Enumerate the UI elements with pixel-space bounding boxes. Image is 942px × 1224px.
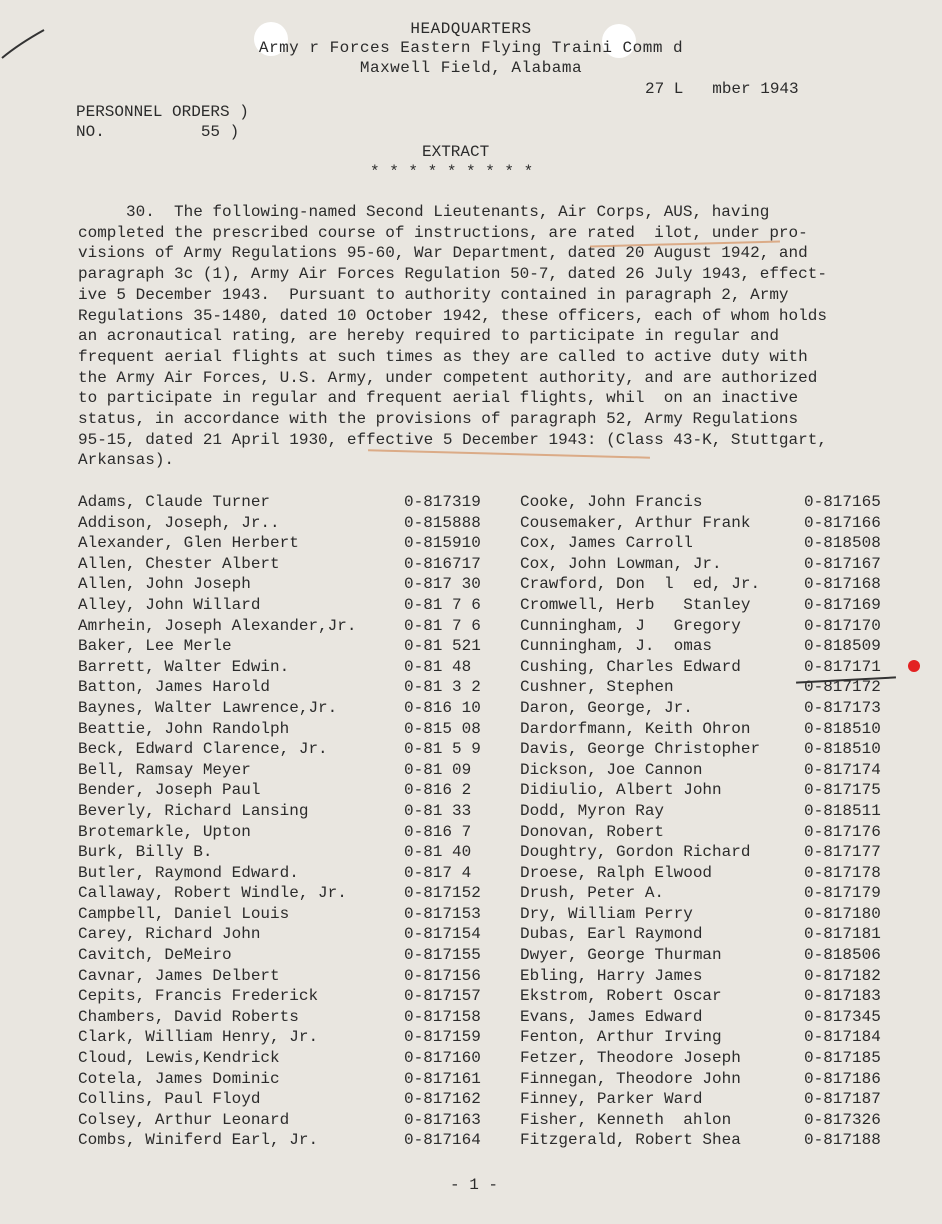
paragraph-line: to participate in regular and frequent aerial flights, whil on an inactive [78, 389, 799, 408]
serial-number: 0-817156 [404, 966, 481, 985]
officer-name: Barrett, Walter Edwin. [78, 657, 290, 676]
serial-number: 0-817154 [404, 925, 481, 944]
paragraph-line: Regulations 35-1480, dated 10 October 1942, these officers, each of whom holds [78, 306, 827, 325]
paragraph-line: visions of Army Regulations 95-60, War Department, dated 20 August 1942, and [78, 244, 808, 263]
officer-name: Ekstrom, Robert Oscar [520, 987, 722, 1006]
officer-name: Fetzer, Theodore Joseph [520, 1049, 741, 1068]
officer-name: Butler, Raymond Edward. [78, 863, 299, 882]
serial-number: 0-817184 [804, 1028, 881, 1047]
serial-number: 0-81 33 [404, 801, 472, 820]
officer-name: Adams, Claude Turner [78, 493, 271, 511]
serial-number: 0-815910 [404, 534, 481, 553]
officer-name: Cunningham, J Gregory [520, 616, 741, 635]
paragraph-line: paragraph 3c (1), Army Air Forces Regulation 50-7, dated 26 July 1943, effect- [78, 265, 827, 284]
officer-name: Allen, Chester Albert [78, 554, 280, 573]
officer-name: Davis, George Christopher [520, 740, 761, 759]
serial-number: 0-817158 [404, 1007, 481, 1026]
officer-name: Beverly, Richard Lansing [78, 801, 309, 820]
serial-number: 0-817163 [404, 1110, 481, 1129]
serial-number: 0-817180 [804, 904, 881, 923]
serial-number: 0-817177 [804, 843, 881, 862]
serial-number: 0-817176 [804, 822, 881, 841]
officer-name: Beattie, John Randolph [78, 719, 290, 738]
serial-number: 0-817153 [404, 904, 481, 923]
officer-name: Dry, William Perry [520, 904, 693, 923]
extract-label: EXTRACT [422, 143, 490, 161]
order-date: 27 L mber 1943 [645, 80, 799, 98]
serial-number: 0-817173 [804, 698, 881, 717]
order-paragraph [78, 202, 908, 471]
serial-number: 0-816 10 [404, 698, 481, 717]
serial-number: 0-81 521 [404, 637, 481, 656]
serial-number: 0-815888 [404, 513, 481, 532]
officer-name: Dardorfmann, Keith Ohron [520, 719, 751, 738]
officer-name: Amrhein, Joseph Alexander,Jr. [78, 616, 357, 635]
officer-name: Evans, James Edward [520, 1007, 703, 1026]
serial-number: 0-817319 [404, 493, 481, 511]
officer-name: Batton, James Harold [78, 678, 271, 697]
officer-name: Finnegan, Theodore John [520, 1069, 741, 1088]
officer-name: Daron, George, Jr. [520, 698, 693, 717]
serial-number: 0-816 2 [404, 781, 472, 800]
serial-number: 0-817 4 [404, 863, 472, 882]
paragraph-line: frequent aerial flights at such times as they are called to active duty with [78, 347, 808, 366]
paragraph-line: status, in accordance with the provisions of paragraph 52, Army Regulations [78, 410, 799, 429]
officer-name: Colsey, Arthur Leonard [78, 1110, 290, 1129]
serial-number: 0-81 7 6 [404, 595, 481, 614]
officer-name: Cox, John Lowman, Jr. [520, 554, 722, 573]
paragraph-line: an acronautical rating, are hereby required to participate in regular and [78, 327, 779, 346]
paragraph-line: completed the prescribed course of instructions, are rated ilot, under pro- [78, 223, 808, 242]
serial-number: 0-817178 [804, 863, 881, 882]
serial-number: 0-817182 [804, 966, 881, 985]
serial-number: 0-81 3 2 [404, 678, 481, 697]
officer-name: Clark, William Henry, Jr. [78, 1028, 319, 1047]
officer-name: Doughtry, Gordon Richard [520, 843, 751, 862]
serial-number: 0-818506 [804, 946, 881, 965]
orders-line-2: NO. 55 ) [76, 123, 240, 141]
red-dot-marker [908, 660, 920, 672]
serial-number: 0-817175 [804, 781, 881, 800]
officer-name: Beck, Edward Clarence, Jr. [78, 740, 328, 759]
officer-name: Cox, James Carroll [520, 534, 693, 553]
officer-name: Cromwell, Herb Stanley [520, 595, 751, 614]
officer-name: Alexander, Glen Herbert [78, 534, 299, 553]
officer-name: Cotela, James Dominic [78, 1069, 280, 1088]
officer-name: Donovan, Robert [520, 822, 665, 841]
orders-line-1: PERSONNEL ORDERS ) [76, 103, 249, 121]
serial-number: 0-816 7 [404, 822, 472, 841]
serial-number: 0-817188 [804, 1131, 881, 1150]
serial-number: 0-817165 [804, 493, 881, 511]
serial-number: 0-81 09 [404, 760, 481, 779]
serial-number: 0-817187 [804, 1090, 881, 1109]
extract-stars: * * * * * * * * * [370, 163, 534, 181]
serial-number: 0-817157 [404, 987, 481, 1006]
officer-name: Dodd, Myron Ray [520, 801, 665, 820]
officer-name: Cushner, Stephen [520, 678, 674, 697]
officer-name: Cunningham, J. omas [520, 637, 713, 656]
officer-name: Bell, Ramsay Meyer [78, 760, 251, 779]
serial-number: 0-817155 [404, 946, 481, 965]
serial-number: 0-817171 [804, 657, 881, 676]
page-number: - 1 - [450, 1176, 499, 1194]
serial-number: 0-817172 [804, 678, 881, 697]
serial-number: 0-818510 [804, 740, 881, 759]
officer-name: Campbell, Daniel Louis [78, 904, 290, 923]
officer-name: Cloud, Lewis,Kendrick [78, 1049, 280, 1068]
serial-number: 0-818508 [804, 534, 881, 553]
officer-name: Crawford, Don l ed, Jr. [520, 575, 761, 594]
officer-name: Finney, Parker Ward [520, 1090, 703, 1109]
serial-number: 0-81 48 [404, 657, 481, 676]
serial-number: 0-818510 [804, 719, 881, 738]
serial-number: 0-81 5 9 [404, 740, 481, 759]
serial-number: 0-816717 [404, 554, 481, 573]
officer-name: Fisher, Kenneth ahlon [520, 1110, 732, 1129]
paragraph-line: 30. The following-named Second Lieutenants, Air Corps, AUS, having [78, 203, 770, 221]
serial-number: 0-817345 [804, 1007, 881, 1026]
serial-number: 0-81 7 6 [404, 616, 481, 635]
officer-name: Chambers, David Roberts [78, 1007, 299, 1026]
header-location: Maxwell Field, Alabama [359, 59, 583, 77]
officer-name: Combs, Winiferd Earl, Jr. [78, 1131, 319, 1150]
serial-number: 0-817166 [804, 513, 881, 532]
officer-name: Cepits, Francis Frederick [78, 987, 319, 1006]
serial-number: 0-817159 [404, 1028, 481, 1047]
header-title: HEADQUARTERS [410, 20, 532, 38]
officer-name: Baynes, Walter Lawrence,Jr. [78, 698, 338, 717]
officer-name: Burk, Billy B. [78, 843, 213, 862]
officer-name: Cavitch, DeMeiro [78, 946, 232, 965]
serial-number: 0-817164 [404, 1131, 481, 1150]
officer-name: Droese, Ralph Elwood [520, 863, 713, 882]
officer-name: Carey, Richard John [78, 925, 261, 944]
serial-number: 0-817186 [804, 1069, 881, 1088]
serial-number: 0-817185 [804, 1049, 881, 1068]
paragraph-line: the Army Air Forces, U.S. Army, under competent authority, and are authorized [78, 368, 818, 387]
serial-number: 0-817168 [804, 575, 881, 594]
officer-name: Addison, Joseph, Jr.. [78, 513, 280, 532]
serial-number: 0-81 40 [404, 843, 481, 862]
serial-number: 0-817152 [404, 884, 481, 903]
officer-name: Fitzgerald, Robert Shea [520, 1131, 741, 1150]
officer-name: Collins, Paul Floyd [78, 1090, 261, 1109]
paragraph-line: Arkansas). [78, 451, 175, 470]
officer-name: Brotemarkle, Upton [78, 822, 251, 841]
serial-number: 0-817 30 [404, 575, 481, 594]
officer-name: Baker, Lee Merle [78, 637, 232, 656]
serial-number: 0-817160 [404, 1049, 481, 1068]
officer-name: Cavnar, James Delbert [78, 966, 280, 985]
serial-number: 0-817169 [804, 595, 881, 614]
paragraph-line: 95-15, dated 21 April 1930, effective 5 December 1943: (Class 43-K, Stuttgart, [78, 430, 827, 449]
serial-number: 0-817179 [804, 884, 881, 903]
officer-name: Fenton, Arthur Irving [520, 1028, 722, 1047]
serial-number: 0-817167 [804, 554, 881, 573]
officer-name: Alley, John Willard [78, 595, 261, 614]
officer-name: Allen, John Joseph [78, 575, 251, 594]
officer-name: Callaway, Robert Windle, Jr. [78, 884, 347, 903]
officer-name: Dwyer, George Thurman [520, 946, 722, 965]
serial-number: 0-817170 [804, 616, 881, 635]
serial-number: 0-818509 [804, 637, 881, 656]
serial-number: 0-815 08 [404, 719, 481, 738]
officer-name: Ebling, Harry James [520, 966, 703, 985]
officer-name: Drush, Peter A. [520, 884, 665, 903]
officer-name: Cushing, Charles Edward [520, 657, 741, 676]
officer-name: Didiulio, Albert John [520, 781, 722, 800]
serial-number: 0-817174 [804, 760, 881, 779]
serial-number: 0-817181 [804, 925, 881, 944]
serial-number: 0-817162 [404, 1090, 481, 1109]
paragraph-line: ive 5 December 1943. Pursuant to authority contained in paragraph 2, Army [78, 285, 789, 304]
officer-name: Dubas, Earl Raymond [520, 925, 703, 944]
officer-name: Cousemaker, Arthur Frank [520, 513, 751, 532]
serial-number: 0-817183 [804, 987, 881, 1006]
officer-name: Cooke, John Francis [520, 493, 703, 511]
serial-number: 0-817161 [404, 1069, 481, 1088]
officer-name: Dickson, Joe Cannon [520, 760, 703, 779]
officer-name: Bender, Joseph Paul [78, 781, 261, 800]
serial-number: 0-818511 [804, 801, 881, 820]
header-org: Army r Forces Eastern Flying Traini Comm d [258, 39, 684, 57]
serial-number: 0-817326 [804, 1110, 881, 1129]
